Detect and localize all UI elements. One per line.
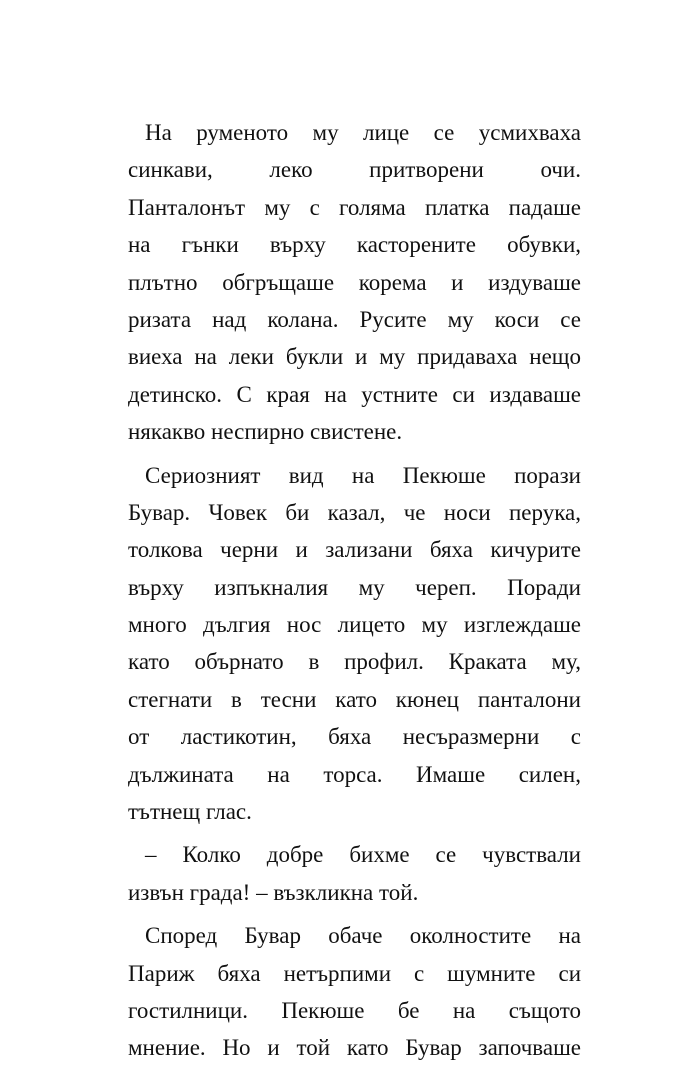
text-line: детинско. С края на устните си издаваше [128,381,581,407]
text-line: Панталонът му с голяма платка падаше [128,194,581,220]
paragraph-4 [128,917,581,1067]
text-line: извън града! – възкликна той. [128,879,419,905]
text-line: ризата над колана. Русите му коси се [128,306,581,332]
text-line: плътно обгръщаше корема и издуваше [128,269,581,295]
text-line: много дългия нос лицето му изглеждаше [128,612,581,638]
text-line: тътнещ глас. [128,799,252,825]
text-line: толкова черни и зализани бяха кичурите [128,537,581,563]
text-line: – Колко добре бихме се чувствали [145,842,581,868]
text-line: синкави, леко притворени очи. [128,157,581,183]
text-line: като обърнато в профил. Краката му, [128,649,581,675]
text-line: на гънки върху касторените обувки, [128,232,581,258]
text-line: Според Бувар обаче околностите на [145,923,581,949]
body-text [128,114,581,1067]
text-line: стегнати в тесни като кюнец панталони [128,686,581,712]
text-line: Париж бяха нетърпими с шумните си [128,960,581,986]
text-line: Сериозният вид на Пекюше порази [145,462,581,488]
text-line: мнение. Но и той като Бувар започваше [128,1035,581,1061]
paragraph-2 [128,457,581,831]
text-line: някакво неспирно свистене. [128,419,403,445]
text-line: На руменото му лице се усмихваха [145,120,581,145]
text-line: виеха на леки букли и му придаваха нещо [128,344,581,370]
text-line: Бувар. Човек би казал, че носи перука, [128,499,581,525]
paragraph-3 [128,836,581,911]
text-line: дължината на торса. Имаше силен, [128,761,581,787]
text-line: гостилници. Пекюше бе на същото [128,997,581,1023]
paragraph-1 [128,114,581,451]
text-line: върху изпъкналия му череп. Поради [128,574,581,600]
text-line: от ластикотин, бяха несъразмерни с [128,724,581,750]
